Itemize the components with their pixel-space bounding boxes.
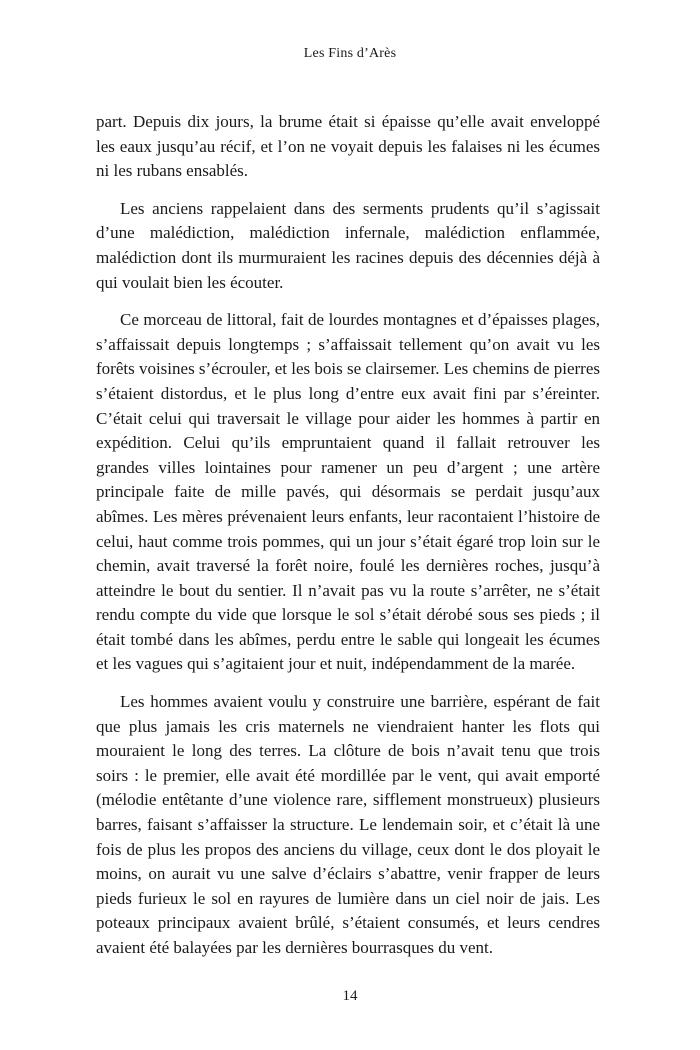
page-number: 14 (342, 988, 358, 1004)
running-title: Les Fins d’Arès (303, 46, 397, 61)
body-text (96, 110, 600, 974)
paragraph-3: Ce morceau de littoral, fait de lourdes montagnes et d’épaisses plages, s’affaissait depuis longtemps ; s’affaissait tellement qu’on avait vu les forêts voisines s’écrouler, et les bois se clairsemer. Les chemins de pierres s’étaient distordus, et le plus long d’entre eux avait fini par s’éreinter. C’était celui qui traversait le village pour aider les hommes à partir en expédition. Celui qu’ils empruntaient quand il fallait retrouver les grandes villes lointaines pour ramener un peu d’argent ; une artère principale faite de mille pavés, qui désormais se perdait jusqu’aux abîmes. Les mères prévenaient leurs enfants, leur racontaient l’histoire de celui, haut comme trois pommes, qui un jour s’était égaré trop loin sur le chemin, avait traversé la forêt noire, foulé les dernières roches, jusqu’à atteindre le bout du sentier. Il n’avait pas vu la route s’arrêter, ne s’était rendu compte du vide que lorsque le sol s’était dérobé sous ses pieds ; il était tombé dans les abîmes, perdu entre le sable qui longeait les écumes et les vagues qui s’agitaient jour et nuit, indépendamment de la marée. (96, 310, 600, 674)
paragraph-1: part. Depuis dix jours, la brume était si épaisse qu’elle avait enveloppé les eaux jusqu’au récif, et l’on ne voyait depuis les falaises ni les écumes ni les rubans ensablés. (96, 112, 600, 181)
paragraph-4: Les hommes avaient voulu y construire une barrière, espérant de fait que plus jamais les cris maternels ne viendraient hanter les flots qui mouraient le long des terres. La clôture de bois n’avait tenu que trois soirs : le premier, elle avait été mordillée par le vent, qui avait emporté (mélodie entêtante d’une violence rare, sifflement monstrueux) plusieurs barres, faisant s’affaisser la structure. Le lendemain soir, et c’était là une fois de plus les propos des anciens du village, ceux dont le dos ployait le moins, on aurait vu une salve d’éclairs s’abattre, venir frapper de leurs pieds furieux le sol en rayures de lumière dans un ciel noir de jais. Les poteaux principaux avaient brûlé, s’étaient consumés, et leurs cendres avaient été balayées par les dernières bourrasques du vent. (96, 692, 600, 957)
paragraph-2: Les anciens rappelaient dans des serments prudents qu’il s’agissait d’une malédiction, malédiction infernale, malédiction enflammée, malédiction dont ils murmuraient les racines depuis des décennies déjà à qui voulait bien les écouter. (96, 198, 600, 292)
